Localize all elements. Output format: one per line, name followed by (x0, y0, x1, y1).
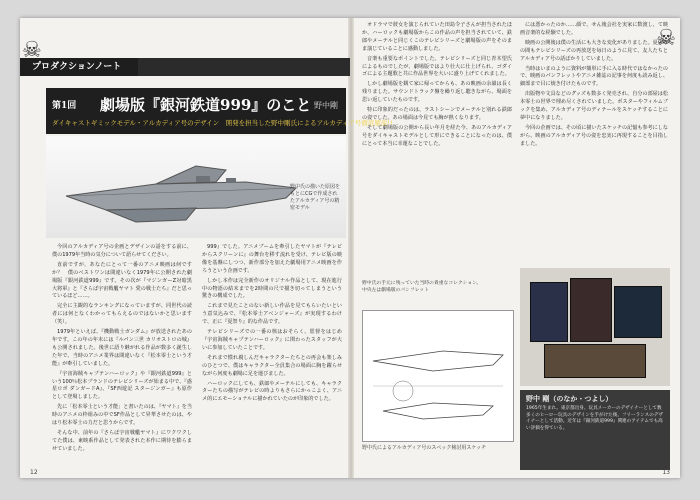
paragraph: ハーロックにしても、鉄郎やメーテルにしても、キャラクターたちの描写がテレビの時よりもさらにかっこよく、アニメ的にエモーショナルに描かれていたのが印象的でした。 (202, 380, 342, 403)
article-subtitle: ダイキャストギミックモデル・アルカディア号のデザイン 開発を担当した野中剛氏によるアルカディア号徹底解説!! (52, 119, 393, 127)
section-banner: プロダクションノート (20, 58, 138, 76)
paragraph: しかし劇場版を観て家に帰ってからも、あの映画の余韻は長く残りました。サウンドトラック盤を繰り返し聴きながら、場面を思い返していたものです。 (362, 81, 512, 104)
page-number-left: 12 (30, 469, 38, 476)
skull-emblem-icon: ☠ (22, 38, 42, 63)
paragraph: それまで慣れ親しんだキャラクターたちとの再会も楽しみのひとつで、僕はキャラクター全員集合の場面に胸を躍らせながら何度も劇場に足を運びました。 (202, 354, 342, 377)
pamphlet-cover-image (614, 286, 662, 338)
paragraph: 1979年といえば、『機動戦士ガンダム』が放送されたあの年です。この年の年末には『ルパン三世 カリオストロの城』も公開されました。後世に語り継がれる作品が数多く誕生した年で、当時のアニメ業界は間違いなく『松本零士という才能』が牽引していました。 (52, 329, 192, 367)
paragraph: テレビシリーズでの一番の核はおそらく、監督をはじめ『宇宙海賊キャプテンハーロック』に関わったスタッフが大いに参加していたことです。 (202, 329, 342, 351)
paragraph: しかし本作は完全新作のオリジナル作品として、現在進行中の物語の結末までを2時間の尺で描き切ってしまうという驚きの構成でした。 (202, 277, 342, 300)
record-sleeve-image (544, 344, 646, 378)
pamphlet-cover-image (570, 278, 612, 342)
article-author: 野中剛 (314, 101, 338, 110)
paragraph: 完全に主観的なランキングになっていますが、同世代の読者には何となくわかってもらえるのではないかと思います（笑）。 (52, 303, 192, 326)
paragraph: そんな中、前年の『さらば宇宙戦艦ヤマト』にワクワクしてた僕は、東映系作品として発表された本作に期待を膨らませていました。 (52, 429, 192, 452)
profile-box (520, 390, 670, 470)
left-column-2 (202, 244, 342, 406)
ship-blueprint-illustration (363, 311, 513, 441)
page-number-right: 13 (662, 469, 670, 476)
profile-name: 野中 剛（のなか・つよし） (526, 395, 613, 403)
magazine-spread (20, 18, 680, 478)
hero-ship-image (46, 136, 346, 238)
paragraph: には悪かったのか……顔で、せん後会社を実家に数渡し、て映画音楽的な経験でした。 (520, 22, 668, 36)
article-title: 劇場版『銀河鉄道999』のこと (100, 96, 312, 114)
paragraph: 当時はいまのように資料が簡単に手に入る時代ではなかったので、映画のパンフレットやアニメ雑誌の記事を何度も読み返し、細部まで目に焼き付けたものです。 (520, 65, 668, 88)
photo-caption: 野中氏の手元に残っていた当時の貴重なコレクション。中央左は劇場版のパンフレット (362, 281, 482, 293)
paragraph: オドラマで彼女を演じられていた田島令子さんが担当されたほか、ハーロックも劇場版からこの作品の声を担当されていて、鉄郎やメーテルと同じくこのテレビシリーズと劇場版の声をそのまま演じていることに感動しました。 (362, 22, 512, 52)
paragraph: 先に「松本零士という才能」と書いたのは、『ヤマト』を当時のアニメの枠組みの中でSF作品として昇華させたのは、やはり松本零士の力だと思うからです。 (52, 404, 192, 427)
paragraph: 今回のアルカディア号の企画とデザインの話をする前に、僕の1979年当時の気分について語らせてください。 (52, 244, 192, 258)
paragraph: 映画の公開後は僕の生活にも大きな変化がありました。夏休みの間もテレビシリーズの再放送を毎日のように見て、友人たちとアルカディア号の話ばかりしていました。 (520, 39, 668, 62)
paragraph: 今回の企画では、その頃に描いたスケッチの記憶も参考にしながら、映画のアルカディア号の姿を忠実に再現することを目指しました。 (520, 124, 668, 147)
paragraph: そして劇場版の公開から長い年月を経た今、あのアルカディア号をダイキャストモデルとして形にできることになったのは、僕にとって本当に幸運なことでした。 (362, 124, 512, 147)
page-gutter (348, 18, 354, 478)
paragraph: 直前ですが、あなたにとって一番のアニメ映画は何ですか？ 僕のベストワンは間違いなく1979年に公開された劇場版『銀河鉄道999』です。その次が『マジンガーZ対暗黒大将軍』と『さらば宇宙戦艦ヤマト 愛の戦士たち』だと思っているほど……。 (52, 261, 192, 300)
profile-text: 1965年生まれ。東京都出身。玩具メーカーのデザイナーとして数多くのヒーロー玩具のデザインを手がけた後、フリーランスのデザイナーとして活動。近年は『銀河鉄道999』関連のアイテムでも高い評価を得ている。 (526, 406, 663, 431)
collection-photo (520, 268, 670, 386)
paragraph: 『宇宙海賊キャプテンハーロック』や『銀河鉄道999』という100％松本ブランドのテレビシリーズが始まる中で、『惑星ロボ ダンガードA』、『SF西遊記 スタージンガー』も原作として登場しました。 (52, 370, 192, 401)
drawing-caption: 野中氏によるアルカディア号のスペック検討用スケッチ (362, 445, 487, 451)
article-title-block (46, 88, 393, 134)
right-column-1 (362, 22, 512, 151)
paragraph: 999』でした。アニメブームを牽引したヤマトが『テレビからスクリーンに』の舞台を移す流れを受け、テレビ版の映像を基盤にしつつ、新作部分を加えた劇場用アニメ映画を作ろうという企画です。 (202, 244, 342, 274)
paragraph: 特に印象的だったのは、ラストシーンでメーテルと別れる鉄郎の姿でした。あの場面は今見ても胸が熱くなります。 (362, 107, 512, 121)
pamphlet-cover-image (530, 282, 568, 342)
article-tag: 第1回 (52, 101, 77, 111)
spec-sketch-image (362, 310, 514, 442)
left-column-1 (52, 244, 192, 456)
right-column-2 (520, 22, 668, 151)
paragraph: これまで見たことのない新しい作品を見てもらいたいという意気込みで、『松本零士アベンジャーズ』が実現するわけで、正に『夏祭り』的な作品です。 (202, 303, 342, 326)
paragraph: 出版物や文具などのグッズも数多く発売され、自分の部屋は松本零士の世界で埋め尽くされていました。ポスターやフィルムブックを集め、アルカディア号のディテールをスケッチすることに夢中になりました。 (520, 91, 668, 121)
hero-caption: 野中氏の描いた原図をもとにCGで作成されたアルカディア号の精密モデル (290, 184, 341, 211)
skull-emblem-icon: ☠ (656, 26, 676, 51)
paragraph: 音楽も重要なポイントでした。テレビシリーズと同じ青木望氏によるものでしたが、劇場版ではより壮大に仕上げられ、ゴダイゴによる主題歌と共に作品世界を大いに盛り上げてくれました。 (362, 55, 512, 78)
